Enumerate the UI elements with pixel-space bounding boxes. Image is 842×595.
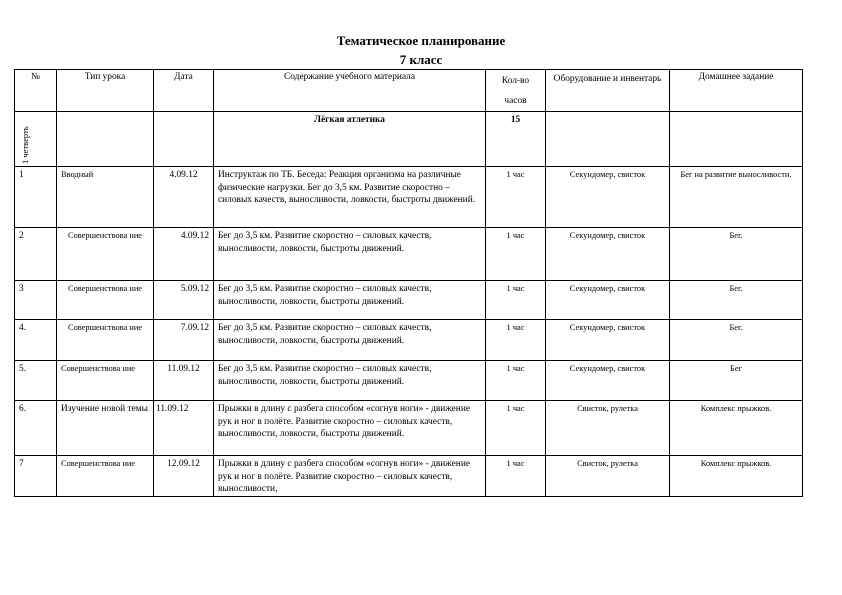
row-num: 5. xyxy=(15,361,57,401)
row-hours: 1 час xyxy=(486,401,546,456)
col-header-date: Дата xyxy=(154,70,214,112)
row-content: Бег до 3,5 км. Развитие скоростно – силовых качеств, выносливости, ловкости, быстроты движений. xyxy=(214,320,486,361)
col-header-content: Содержание учебного материала xyxy=(214,70,486,112)
row-homework: Бег. xyxy=(670,320,803,361)
row-equipment: Секундомер, свисток xyxy=(546,361,670,401)
row-type: Совершенствова ние xyxy=(57,361,154,401)
row-homework: Бег. xyxy=(670,228,803,281)
row-type: Совершенствова ние xyxy=(57,228,154,281)
row-date: 5.09.12 xyxy=(154,281,214,320)
row-type: Совершенствова ние xyxy=(57,456,154,497)
section-title: Лёгкая атлетика xyxy=(214,112,486,167)
row-equipment: Секундомер, свисток xyxy=(546,320,670,361)
row-date: 11.09.12 xyxy=(154,401,214,456)
row-hours: 1 час xyxy=(486,228,546,281)
col-header-type: Тип урока xyxy=(57,70,154,112)
row-num: 1 xyxy=(15,167,57,228)
row-content: Инструктаж по ТБ. Беседа: Реакция организма на различные физические нагрузки. Бег до 3,5 км. Развитие скоростно – силовых качеств, выносливости, ловкости, быстроты движений. xyxy=(214,167,486,228)
row-hours: 1 час xyxy=(486,281,546,320)
row-num: 2 xyxy=(15,228,57,281)
row-homework: Бег на развитие выносливости. xyxy=(670,167,803,228)
section-hours: 15 xyxy=(486,112,546,167)
quarter-label-cell xyxy=(15,112,57,167)
row-type: Совершенствова ние xyxy=(57,320,154,361)
quarter-label: 1 четверть xyxy=(20,126,30,164)
row-equipment: Секундомер, свисток xyxy=(546,228,670,281)
page-title: Тематическое планирование xyxy=(336,33,506,48)
table-cell xyxy=(546,112,670,167)
row-homework: Комплекс прыжков. xyxy=(670,401,803,456)
row-hours: 1 час xyxy=(486,361,546,401)
table-row xyxy=(15,401,803,456)
quarter-row xyxy=(15,112,803,167)
row-type: Совершенствова ние xyxy=(57,281,154,320)
row-date: 4.09.12 xyxy=(154,228,214,281)
row-date: 4.09.12 xyxy=(154,167,214,228)
row-date: 7.09.12 xyxy=(154,320,214,361)
row-hours: 1 час xyxy=(486,320,546,361)
table-row xyxy=(15,281,803,320)
row-num: 4. xyxy=(15,320,57,361)
row-type: Изучение новой темы xyxy=(57,401,154,456)
table-row xyxy=(15,228,803,281)
row-hours: 1 час xyxy=(486,456,546,497)
row-num: 7 xyxy=(15,456,57,497)
table-cell xyxy=(154,112,214,167)
row-date: 11.09.12 xyxy=(154,361,214,401)
col-header-hours: Кол-во часов xyxy=(486,70,546,112)
table-row xyxy=(15,361,803,401)
row-date: 12.09.12 xyxy=(154,456,214,497)
row-content: Бег до 3,5 км. Развитие скоростно – силовых качеств, выносливости, ловкости, быстроты движений. xyxy=(214,361,486,401)
row-type: Вводный xyxy=(57,167,154,228)
row-equipment: Секундомер, свисток xyxy=(546,167,670,228)
table-row xyxy=(15,320,803,361)
table-cell xyxy=(670,112,803,167)
row-equipment: Свисток, рулетка xyxy=(546,456,670,497)
row-content: Прыжки в длину с разбега способом «согнув ноги» - движение рук и ног в полёте. Развитие скоростно – силовых качеств, выносливости, xyxy=(214,456,486,497)
col-header-homework: Домашнее задание xyxy=(670,70,803,112)
table-header-row xyxy=(15,70,803,112)
row-content: Бег до 3,5 км. Развитие скоростно – силовых качеств, выносливости, ловкости, быстроты движений. xyxy=(214,228,486,281)
row-homework: Бег xyxy=(670,361,803,401)
col-header-num: № xyxy=(15,70,57,112)
table-row xyxy=(15,167,803,228)
grade-subtitle: 7 класс xyxy=(399,52,443,67)
row-content: Прыжки в длину с разбега способом «согнув ноги» - движение рук и ног в полёте. Развитие скоростно – силовых качеств, выносливости, ловкости, быстроты движений. xyxy=(214,401,486,456)
row-homework: Комплекс прыжков. xyxy=(670,456,803,497)
row-hours: 1 час xyxy=(486,167,546,228)
col-header-equipment: Оборудование и инвентарь xyxy=(546,70,670,112)
row-num: 6. xyxy=(15,401,57,456)
row-equipment: Свисток, рулетка xyxy=(546,401,670,456)
table-cell xyxy=(57,112,154,167)
row-content: Бег до 3,5 км. Развитие скоростно – силовых качеств, выносливости, ловкости, быстроты движений. xyxy=(214,281,486,320)
table-row xyxy=(15,456,803,497)
row-num: 3 xyxy=(15,281,57,320)
planning-table xyxy=(14,69,803,497)
row-homework: Бег. xyxy=(670,281,803,320)
row-equipment: Секундомер, свисток xyxy=(546,281,670,320)
